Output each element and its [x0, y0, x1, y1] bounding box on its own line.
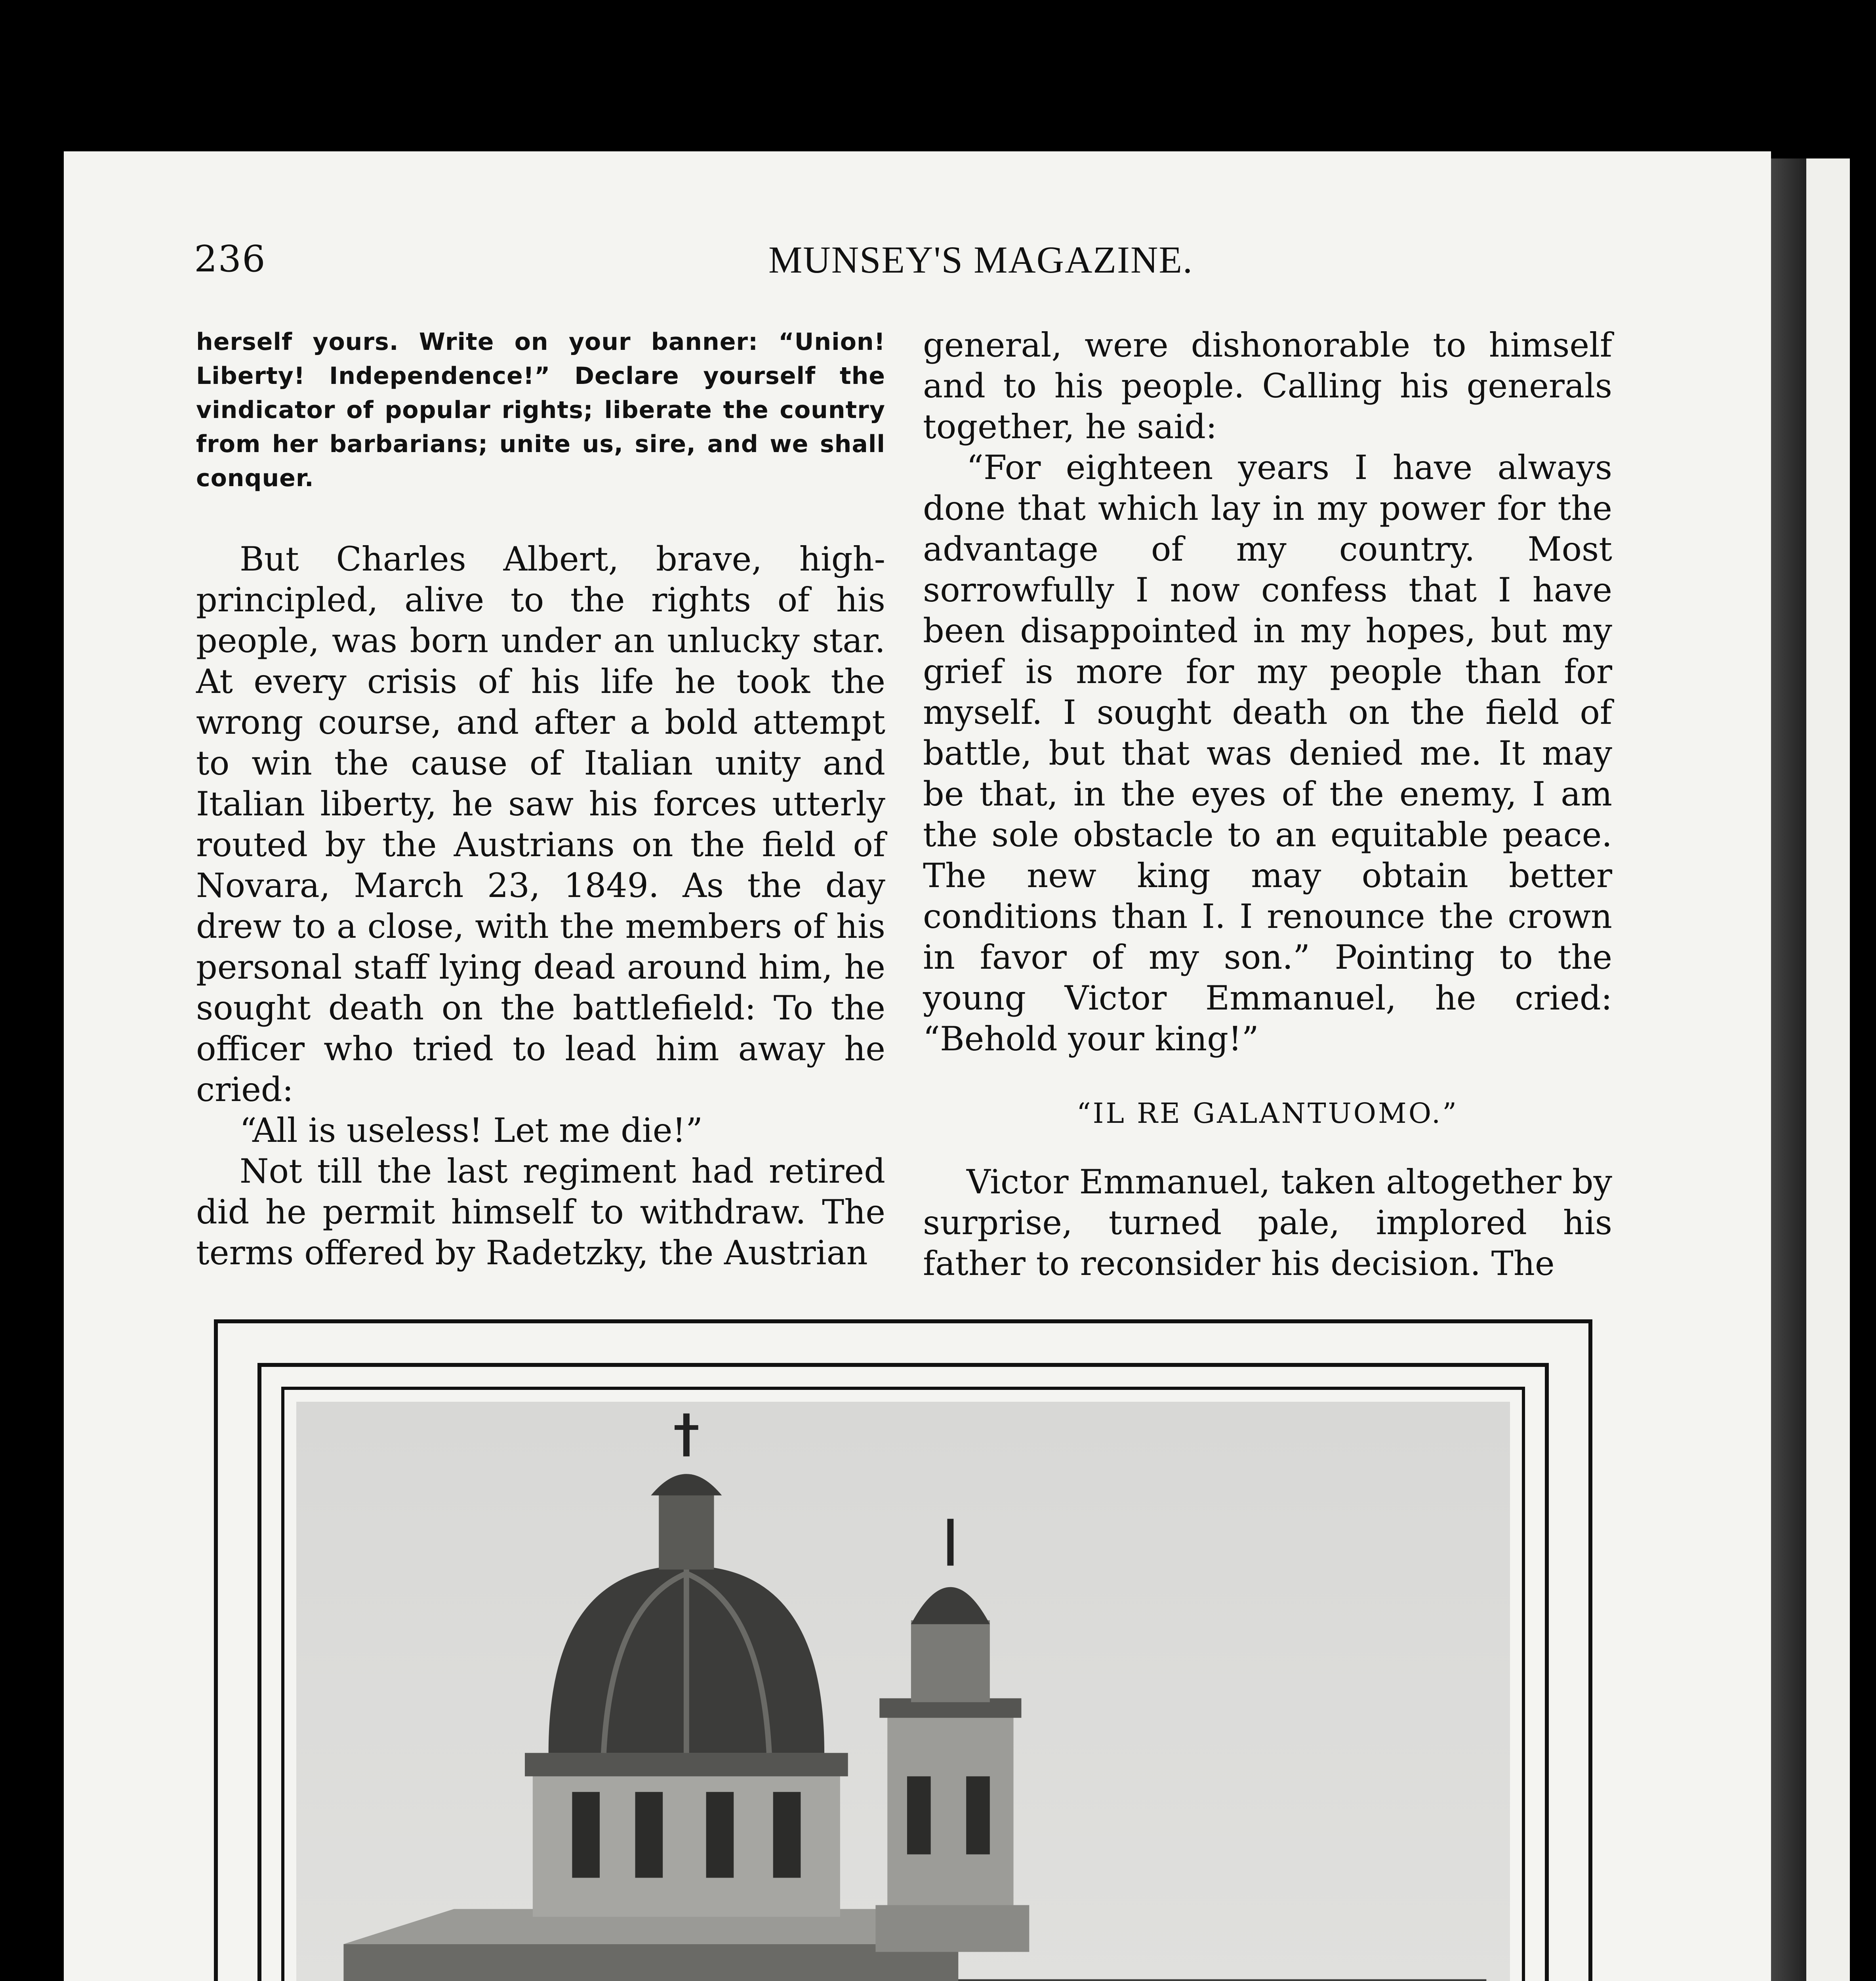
right-column	[923, 325, 1612, 1284]
paragraph: But Charles Albert, brave, high-principled, alive to the rights of his people, was born under an unlucky star. At every crisis of his life he took the wrong course, and after a bold attempt to win the cause of Italian unity and Italian liberty, he saw his forces utterly routed by the Austrians on the field of Novara, March 23, 1849. As the day drew to a close, with the members of his personal staff lying dead around him, he sought death on the battlefield: To the officer who tried to lead him away he cried:	[196, 540, 885, 1109]
illustration-border	[281, 1387, 1525, 1981]
page-number: 236	[194, 238, 266, 280]
magazine-title: MUNSEY'S MAGAZINE.	[768, 239, 1193, 281]
paragraph: Victor Emmanuel, taken altogether by surprise, turned pale, implored his father to reconsider his decision. The	[923, 1162, 1612, 1283]
quoted-speech-end: herself yours. Write on your banner: “Union! Liberty! Independence!” Declare yourself the vindicator of popular rights; liberate the country from her barbarians; unite us, sire, and we shall conquer.	[196, 328, 885, 492]
left-column	[196, 325, 885, 1273]
next-page-edge	[1806, 158, 1850, 1981]
paragraph: “All is useless! Let me die!”	[240, 1111, 703, 1150]
page-gutter-shadow	[1771, 158, 1806, 1981]
illustration-frame	[214, 1319, 1592, 1981]
church-illustration	[296, 1402, 1510, 1981]
superga-church-photo	[296, 1402, 1510, 1981]
illustration-frame-inner	[257, 1363, 1549, 1981]
running-head	[131, 238, 1596, 293]
paragraph: “For eighteen years I have always done that which lay in my power for the advantage of my country. Most sorrowfully I now confess that I have been disappointed in my hopes, but my grief is more for my people than for myself. I sought death on the field of battle, but that was denied me. It may be that, in the eyes of the enemy, I am the sole obstacle to an equitable peace. The new king may obtain better conditions than I. I renounce the crown in favor of my son.” Pointing to the young Victor Emmanuel, he cried: “Behold your king!”	[923, 448, 1612, 1058]
paragraph: general, were dishonorable to himself and to his people. Calling his generals together, he said:	[923, 326, 1612, 446]
paragraph: Not till the last regiment had retired did he permit himself to withdraw. The terms offered by Radetzky, the Austrian	[196, 1152, 885, 1272]
section-subhead: “IL RE GALANTUOMO.”	[1076, 1097, 1459, 1130]
